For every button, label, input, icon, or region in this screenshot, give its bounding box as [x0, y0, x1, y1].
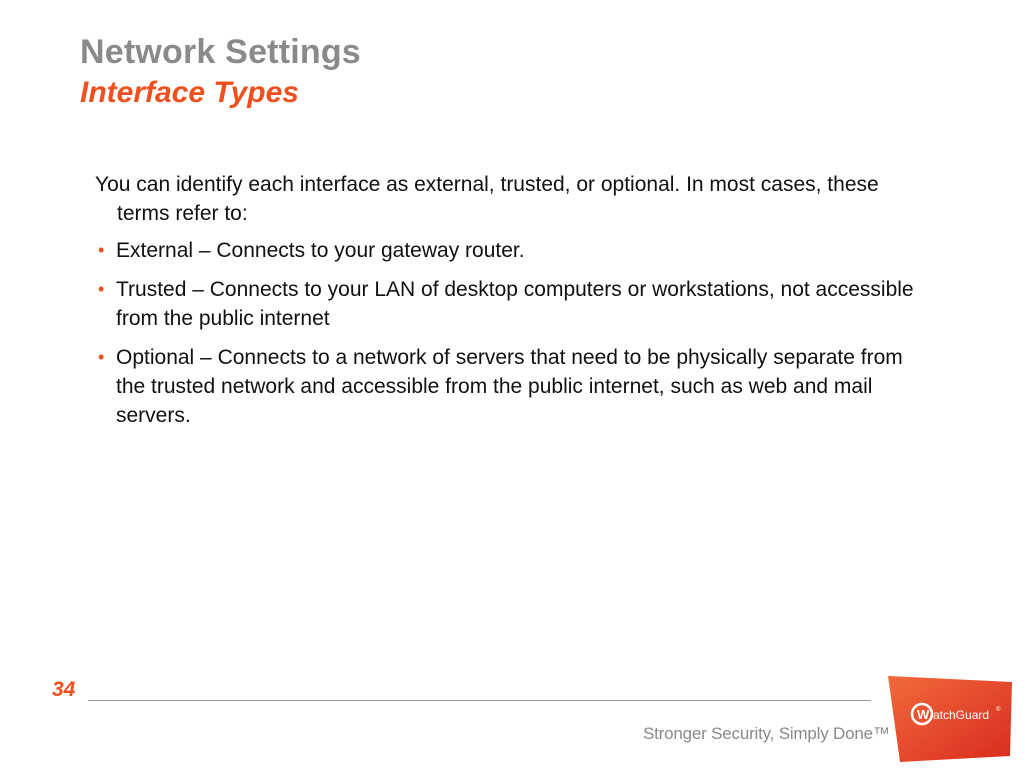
slide-subtitle: Interface Types [80, 76, 299, 109]
bullet-icon: • [98, 240, 105, 260]
watchguard-logo-icon [884, 676, 1012, 762]
bullet-list [95, 236, 935, 430]
bullet-icon: • [98, 347, 105, 367]
footer-divider [88, 700, 871, 701]
logo-wordmark: atchGuard [933, 708, 990, 722]
bullet-text: External – Connects to your gateway router. [116, 239, 525, 262]
bullet-text: Optional – Connects to a network of servers that need to be physically separate from the trusted network and accessible from the public internet, such as web and mail servers. [116, 346, 903, 427]
bullet-item-trusted [95, 275, 935, 333]
bullet-item-optional [95, 343, 935, 430]
watchguard-logo [884, 676, 1012, 762]
logo-registered-mark: ® [996, 707, 1001, 713]
intro-paragraph: You can identify each interface as external, trusted, or optional. In most cases, these terms refer to: [95, 173, 879, 225]
logo-w-letter: W [917, 707, 930, 722]
bullet-icon: • [98, 279, 105, 299]
footer-tagline: Stronger Security, Simply Done™ [643, 724, 890, 743]
slide-body [95, 170, 935, 440]
page-number: 34 [52, 678, 76, 701]
bullet-text: Trusted – Connects to your LAN of desktop computers or workstations, not accessible from the public internet [116, 278, 914, 330]
bullet-item-external [95, 236, 935, 265]
slide-title: Network Settings [80, 33, 361, 71]
